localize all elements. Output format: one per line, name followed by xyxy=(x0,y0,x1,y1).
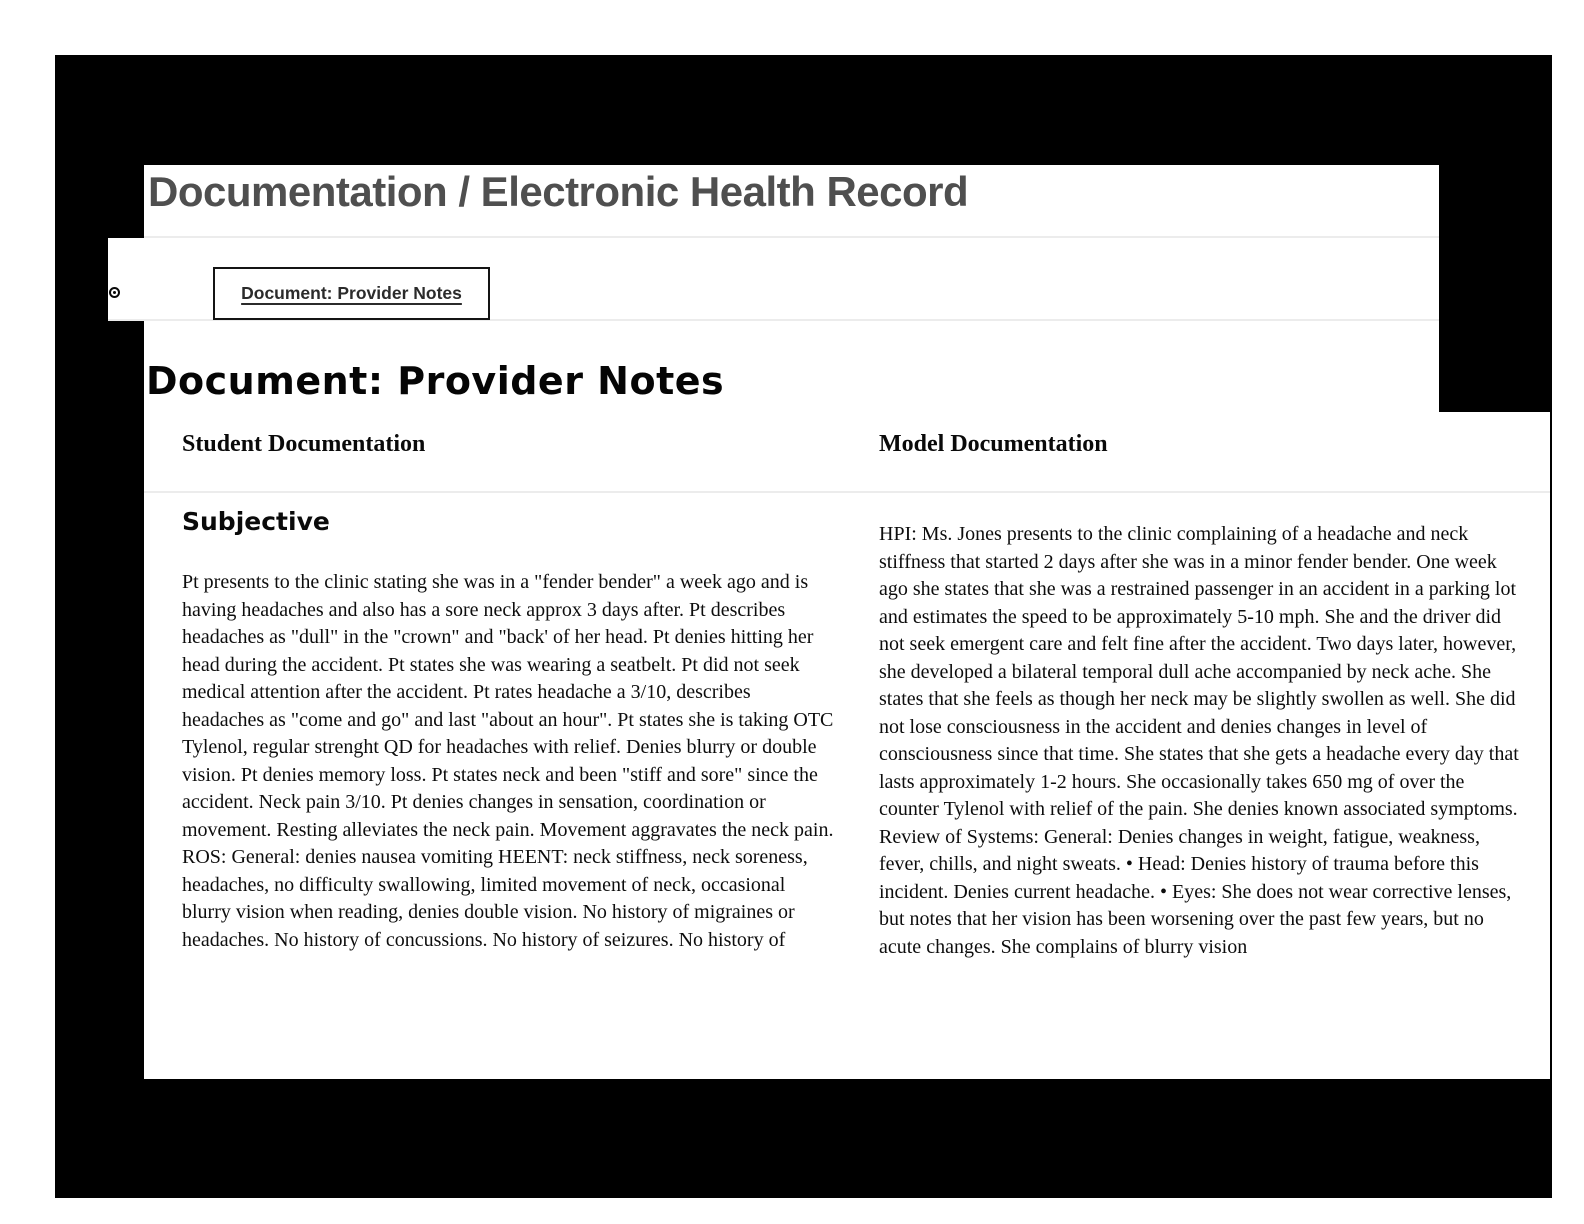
tab-provider-notes-label: Document: Provider Notes xyxy=(241,283,462,303)
column-header-student-documentation: Student Documentation xyxy=(182,431,426,457)
app-header xyxy=(144,165,1439,238)
circle-dot-icon-center xyxy=(113,291,116,294)
tab-provider-notes[interactable] xyxy=(213,267,490,320)
document-panel xyxy=(144,321,1550,1079)
section-heading-subjective: Subjective xyxy=(182,507,330,536)
column-header-divider xyxy=(144,491,1550,493)
tab-bar xyxy=(108,238,1439,321)
column-header-model-documentation: Model Documentation xyxy=(879,431,1108,457)
student-documentation-text: Pt presents to the clinic stating she was in a "fender bender" a week ago and is having headaches and also has a sore neck approx 3 days after. Pt describes headaches as "dull" in the "crown" and "back' of her head. Pt denies hitting her head during the accident. Pt states she was wearing a seatbelt. Pt did not seek medical attention after the accident. Pt rates headache a 3/10, describes headaches as "come and go" and last "about an hour". Pt states she is taking OTC Tylenol, regular strenght QD for headaches with relief. Denies blurry or double vision. Pt denies memory loss. Pt states neck and been "stiff and sore" since the accident. Neck pain 3/10. Pt denies changes in sensation, coordination or movement. Resting alleviates the neck pain. Movement aggravates the neck pain. ROS: General: denies nausea vomiting HEENT: neck stiffness, neck soreness, headaches, no difficulty swallowing, limited movement of neck, occasional blurry vision when reading, denies double vision. No history of migraines or headaches. No history of concussions. No history of seizures. No history of xyxy=(182,571,834,951)
breadcrumb-title: Documentation / Electronic Health Record xyxy=(148,168,969,215)
page-title: Document: Provider Notes xyxy=(146,359,725,403)
circle-dot-icon xyxy=(109,287,120,298)
model-documentation-text: HPI: Ms. Jones presents to the clinic complaining of a headache and neck stiffness that started 2 days after she was in a minor fender bender. One week ago she states that she was a restrained passenger in an accident in a parking lot and estimates the speed to be approximately 5-10 mph. She and the driver did not seek emergent care and felt fine after the accident. Two days later, however, she developed a bilateral temporal dull ache accompanied by neck ache. She states that she feels as though her neck may be slightly swollen as well. She did not lose consciousness in the accident and denies changes in level of consciousness since that time. She states that she gets a headache every day that lasts approximately 1-2 hours. She occasionally takes 650 mg of over the counter Tylenol with relief of the pain. She denies known associated symptoms. Review of Systems: General: Denies changes in weight, fatigue, weakness, fever, chills, and night sweats. • Head: Denies history of trauma before this incident. Denies current headache. • Eyes: She does not wear corrective lenses, but notes that her vision has been worsening over the past few years, but no acute changes. She complains of blurry vision xyxy=(879,523,1519,958)
top-right-mask xyxy=(1439,321,1550,412)
